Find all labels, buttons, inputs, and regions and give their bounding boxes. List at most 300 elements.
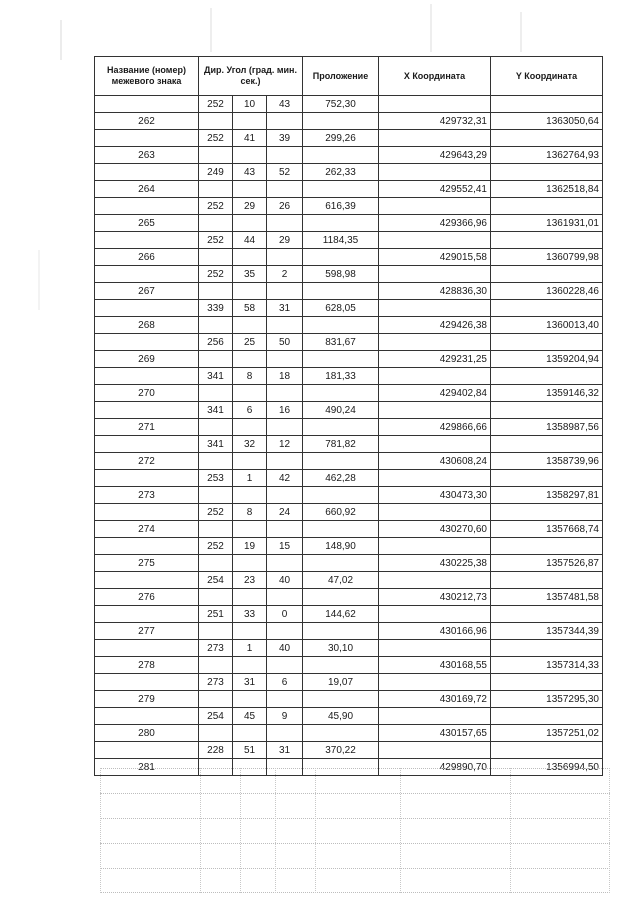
segment-row [95,470,603,487]
point-name-cell: 280 [95,725,199,742]
point-name-cell: 277 [95,623,199,640]
angle-minutes-cell [233,487,267,504]
angle-seconds-cell: 40 [267,572,303,589]
length-cell [303,725,379,742]
faded-bleed-through-rows [100,768,610,893]
angle-minutes-cell [233,317,267,334]
segment-row [95,198,603,215]
table-body [95,96,603,776]
x-coordinate-cell: 430225,38 [379,555,491,572]
boundary-coordinates-table [94,56,603,776]
angle-seconds-cell [267,657,303,674]
angle-minutes-cell: 29 [233,198,267,215]
length-cell: 299,26 [303,130,379,147]
angle-degrees-cell: 252 [199,266,233,283]
angle-seconds-cell [267,487,303,504]
x-coordinate-cell [379,640,491,657]
header-y-coordinate: Y Координата [491,57,603,96]
point-name-cell [95,674,199,691]
angle-seconds-cell [267,249,303,266]
angle-degrees-cell [199,147,233,164]
point-row [95,147,603,164]
point-name-cell [95,572,199,589]
angle-degrees-cell: 228 [199,742,233,759]
angle-degrees-cell: 249 [199,164,233,181]
angle-seconds-cell: 52 [267,164,303,181]
angle-degrees-cell: 254 [199,572,233,589]
point-name-cell: 273 [95,487,199,504]
angle-degrees-cell [199,487,233,504]
angle-degrees-cell: 273 [199,674,233,691]
angle-minutes-cell: 8 [233,504,267,521]
y-coordinate-cell: 1357314,33 [491,657,603,674]
y-coordinate-cell [491,640,603,657]
angle-seconds-cell [267,691,303,708]
angle-seconds-cell: 0 [267,606,303,623]
angle-degrees-cell: 252 [199,538,233,555]
segment-row [95,606,603,623]
y-coordinate-cell [491,232,603,249]
point-name-cell: 276 [95,589,199,606]
angle-seconds-cell: 31 [267,742,303,759]
y-coordinate-cell [491,334,603,351]
angle-seconds-cell: 18 [267,368,303,385]
point-name-cell: 265 [95,215,199,232]
x-coordinate-cell [379,708,491,725]
x-coordinate-cell [379,742,491,759]
point-name-cell [95,368,199,385]
angle-minutes-cell: 32 [233,436,267,453]
x-coordinate-cell [379,198,491,215]
y-coordinate-cell [491,164,603,181]
angle-minutes-cell: 33 [233,606,267,623]
angle-minutes-cell: 35 [233,266,267,283]
angle-minutes-cell: 31 [233,674,267,691]
length-cell: 370,22 [303,742,379,759]
x-coordinate-cell: 430608,24 [379,453,491,470]
y-coordinate-cell [491,708,603,725]
angle-seconds-cell [267,147,303,164]
y-coordinate-cell: 1357295,30 [491,691,603,708]
x-coordinate-cell [379,164,491,181]
y-coordinate-cell: 1357668,74 [491,521,603,538]
angle-degrees-cell [199,623,233,640]
point-row [95,657,603,674]
point-name-cell: 279 [95,691,199,708]
angle-seconds-cell [267,555,303,572]
length-cell: 628,05 [303,300,379,317]
segment-row [95,96,603,113]
angle-minutes-cell: 58 [233,300,267,317]
x-coordinate-cell [379,538,491,555]
angle-seconds-cell [267,623,303,640]
point-row [95,283,603,300]
point-name-cell: 275 [95,555,199,572]
header-direction-angle: Дир. Угол (град. мин. сек.) [199,57,303,96]
header-point-name: Название (номер) межевого знака [95,57,199,96]
angle-degrees-cell: 273 [199,640,233,657]
length-cell: 462,28 [303,470,379,487]
angle-degrees-cell [199,725,233,742]
x-coordinate-cell: 429866,66 [379,419,491,436]
angle-minutes-cell: 51 [233,742,267,759]
point-name-cell [95,436,199,453]
x-coordinate-cell [379,130,491,147]
y-coordinate-cell: 1357526,87 [491,555,603,572]
x-coordinate-cell [379,232,491,249]
angle-minutes-cell: 25 [233,334,267,351]
angle-seconds-cell [267,419,303,436]
x-coordinate-cell: 429231,25 [379,351,491,368]
x-coordinate-cell [379,504,491,521]
angle-seconds-cell: 31 [267,300,303,317]
angle-seconds-cell [267,385,303,402]
angle-minutes-cell: 45 [233,708,267,725]
angle-seconds-cell [267,113,303,130]
y-coordinate-cell: 1363050,64 [491,113,603,130]
x-coordinate-cell: 429552,41 [379,181,491,198]
header-x-coordinate: X Координата [379,57,491,96]
angle-degrees-cell [199,249,233,266]
angle-minutes-cell: 23 [233,572,267,589]
x-coordinate-cell [379,572,491,589]
length-cell: 30,10 [303,640,379,657]
angle-degrees-cell: 252 [199,504,233,521]
length-cell: 490,24 [303,402,379,419]
x-coordinate-cell: 430169,72 [379,691,491,708]
length-cell [303,385,379,402]
angle-seconds-cell: 15 [267,538,303,555]
angle-minutes-cell: 1 [233,470,267,487]
x-coordinate-cell: 428836,30 [379,283,491,300]
angle-minutes-cell [233,589,267,606]
segment-row [95,266,603,283]
point-name-cell: 274 [95,521,199,538]
point-name-cell: 264 [95,181,199,198]
y-coordinate-cell [491,266,603,283]
point-name-cell: 267 [95,283,199,300]
x-coordinate-cell: 429890,70 [379,759,491,776]
angle-seconds-cell [267,215,303,232]
angle-minutes-cell: 43 [233,164,267,181]
y-coordinate-cell [491,368,603,385]
segment-row [95,334,603,351]
length-cell [303,657,379,674]
header-length: Проложение [303,57,379,96]
point-row [95,725,603,742]
y-coordinate-cell [491,606,603,623]
angle-degrees-cell [199,215,233,232]
angle-degrees-cell: 251 [199,606,233,623]
angle-degrees-cell [199,181,233,198]
x-coordinate-cell: 430212,73 [379,589,491,606]
y-coordinate-cell: 1356994,50 [491,759,603,776]
point-name-cell: 262 [95,113,199,130]
length-cell [303,351,379,368]
angle-minutes-cell [233,657,267,674]
y-coordinate-cell: 1360799,98 [491,249,603,266]
length-cell [303,249,379,266]
y-coordinate-cell [491,538,603,555]
angle-degrees-cell: 256 [199,334,233,351]
y-coordinate-cell: 1357481,58 [491,589,603,606]
y-coordinate-cell: 1360228,46 [491,283,603,300]
angle-seconds-cell [267,521,303,538]
angle-seconds-cell [267,181,303,198]
y-coordinate-cell: 1362518,84 [491,181,603,198]
point-name-cell [95,334,199,351]
angle-seconds-cell [267,453,303,470]
length-cell [303,181,379,198]
angle-seconds-cell: 29 [267,232,303,249]
point-name-cell: 281 [95,759,199,776]
angle-minutes-cell [233,691,267,708]
angle-degrees-cell: 252 [199,96,233,113]
point-name-cell: 278 [95,657,199,674]
angle-degrees-cell [199,453,233,470]
y-coordinate-cell: 1359204,94 [491,351,603,368]
y-coordinate-cell [491,300,603,317]
y-coordinate-cell: 1358987,56 [491,419,603,436]
point-name-cell [95,640,199,657]
angle-seconds-cell: 43 [267,96,303,113]
table-header-row [95,57,603,96]
point-name-cell [95,164,199,181]
length-cell [303,147,379,164]
segment-row [95,708,603,725]
point-name-cell: 270 [95,385,199,402]
angle-degrees-cell: 341 [199,368,233,385]
angle-seconds-cell [267,351,303,368]
angle-minutes-cell [233,555,267,572]
angle-seconds-cell: 39 [267,130,303,147]
segment-row [95,368,603,385]
segment-row [95,232,603,249]
point-row [95,555,603,572]
point-name-cell [95,198,199,215]
length-cell: 19,07 [303,674,379,691]
angle-minutes-cell: 19 [233,538,267,555]
point-name-cell: 271 [95,419,199,436]
angle-seconds-cell: 26 [267,198,303,215]
point-row [95,419,603,436]
length-cell [303,487,379,504]
point-name-cell [95,232,199,249]
angle-degrees-cell: 252 [199,198,233,215]
angle-seconds-cell [267,589,303,606]
angle-degrees-cell [199,555,233,572]
length-cell [303,521,379,538]
x-coordinate-cell: 429015,58 [379,249,491,266]
y-coordinate-cell [491,572,603,589]
y-coordinate-cell: 1360013,40 [491,317,603,334]
angle-minutes-cell [233,181,267,198]
point-name-cell [95,130,199,147]
segment-row [95,674,603,691]
angle-minutes-cell: 44 [233,232,267,249]
x-coordinate-cell: 430473,30 [379,487,491,504]
length-cell [303,419,379,436]
angle-minutes-cell [233,283,267,300]
angle-seconds-cell: 2 [267,266,303,283]
point-name-cell [95,300,199,317]
point-name-cell [95,402,199,419]
angle-degrees-cell [199,419,233,436]
length-cell: 144,62 [303,606,379,623]
angle-minutes-cell: 8 [233,368,267,385]
y-coordinate-cell: 1358297,81 [491,487,603,504]
length-cell: 660,92 [303,504,379,521]
angle-degrees-cell [199,283,233,300]
point-row [95,623,603,640]
length-cell [303,283,379,300]
y-coordinate-cell: 1359146,32 [491,385,603,402]
length-cell: 148,90 [303,538,379,555]
angle-minutes-cell [233,351,267,368]
x-coordinate-cell: 429366,96 [379,215,491,232]
x-coordinate-cell [379,96,491,113]
segment-row [95,300,603,317]
angle-seconds-cell: 6 [267,674,303,691]
point-name-cell [95,538,199,555]
y-coordinate-cell [491,198,603,215]
segment-row [95,742,603,759]
point-row [95,351,603,368]
angle-seconds-cell [267,283,303,300]
segment-row [95,164,603,181]
length-cell [303,453,379,470]
y-coordinate-cell [491,436,603,453]
angle-degrees-cell [199,351,233,368]
y-coordinate-cell: 1362764,93 [491,147,603,164]
point-name-cell [95,606,199,623]
point-name-cell [95,96,199,113]
y-coordinate-cell: 1357251,02 [491,725,603,742]
angle-degrees-cell: 341 [199,402,233,419]
point-row [95,249,603,266]
angle-degrees-cell [199,657,233,674]
length-cell: 45,90 [303,708,379,725]
length-cell [303,589,379,606]
point-row [95,385,603,402]
y-coordinate-cell [491,130,603,147]
point-row [95,113,603,130]
angle-minutes-cell [233,725,267,742]
x-coordinate-cell [379,300,491,317]
angle-seconds-cell: 16 [267,402,303,419]
length-cell [303,555,379,572]
segment-row [95,504,603,521]
y-coordinate-cell [491,402,603,419]
point-row [95,521,603,538]
length-cell: 1184,35 [303,232,379,249]
x-coordinate-cell: 430157,65 [379,725,491,742]
angle-minutes-cell [233,113,267,130]
segment-row [95,572,603,589]
point-row [95,691,603,708]
point-name-cell [95,708,199,725]
point-row [95,181,603,198]
angle-degrees-cell: 339 [199,300,233,317]
angle-degrees-cell: 252 [199,232,233,249]
length-cell: 598,98 [303,266,379,283]
angle-minutes-cell [233,147,267,164]
length-cell: 752,30 [303,96,379,113]
angle-minutes-cell: 41 [233,130,267,147]
length-cell: 831,67 [303,334,379,351]
x-coordinate-cell [379,436,491,453]
y-coordinate-cell [491,742,603,759]
angle-minutes-cell: 6 [233,402,267,419]
length-cell [303,317,379,334]
angle-minutes-cell [233,249,267,266]
angle-degrees-cell: 253 [199,470,233,487]
angle-degrees-cell [199,317,233,334]
segment-row [95,436,603,453]
y-coordinate-cell [491,96,603,113]
x-coordinate-cell [379,674,491,691]
point-name-cell [95,266,199,283]
angle-seconds-cell: 42 [267,470,303,487]
angle-degrees-cell [199,691,233,708]
x-coordinate-cell: 430270,60 [379,521,491,538]
point-name-cell: 272 [95,453,199,470]
x-coordinate-cell: 429643,29 [379,147,491,164]
point-row [95,487,603,504]
point-name-cell: 266 [95,249,199,266]
segment-row [95,130,603,147]
angle-seconds-cell: 40 [267,640,303,657]
x-coordinate-cell [379,402,491,419]
x-coordinate-cell [379,368,491,385]
y-coordinate-cell [491,504,603,521]
angle-seconds-cell: 24 [267,504,303,521]
length-cell [303,215,379,232]
y-coordinate-cell: 1357344,39 [491,623,603,640]
x-coordinate-cell [379,606,491,623]
point-name-cell: 269 [95,351,199,368]
length-cell: 781,82 [303,436,379,453]
y-coordinate-cell: 1361931,01 [491,215,603,232]
point-row [95,317,603,334]
angle-degrees-cell: 252 [199,130,233,147]
angle-seconds-cell [267,725,303,742]
length-cell: 262,33 [303,164,379,181]
angle-minutes-cell [233,385,267,402]
segment-row [95,402,603,419]
length-cell: 181,33 [303,368,379,385]
segment-row [95,538,603,555]
y-coordinate-cell [491,470,603,487]
angle-minutes-cell: 10 [233,96,267,113]
length-cell [303,623,379,640]
angle-seconds-cell: 9 [267,708,303,725]
angle-seconds-cell [267,317,303,334]
point-row [95,215,603,232]
point-name-cell [95,470,199,487]
point-row [95,589,603,606]
x-coordinate-cell: 429732,31 [379,113,491,130]
point-name-cell: 268 [95,317,199,334]
angle-degrees-cell: 341 [199,436,233,453]
length-cell [303,113,379,130]
x-coordinate-cell [379,470,491,487]
point-row [95,453,603,470]
angle-degrees-cell: 254 [199,708,233,725]
angle-minutes-cell [233,623,267,640]
angle-degrees-cell [199,521,233,538]
angle-degrees-cell [199,113,233,130]
